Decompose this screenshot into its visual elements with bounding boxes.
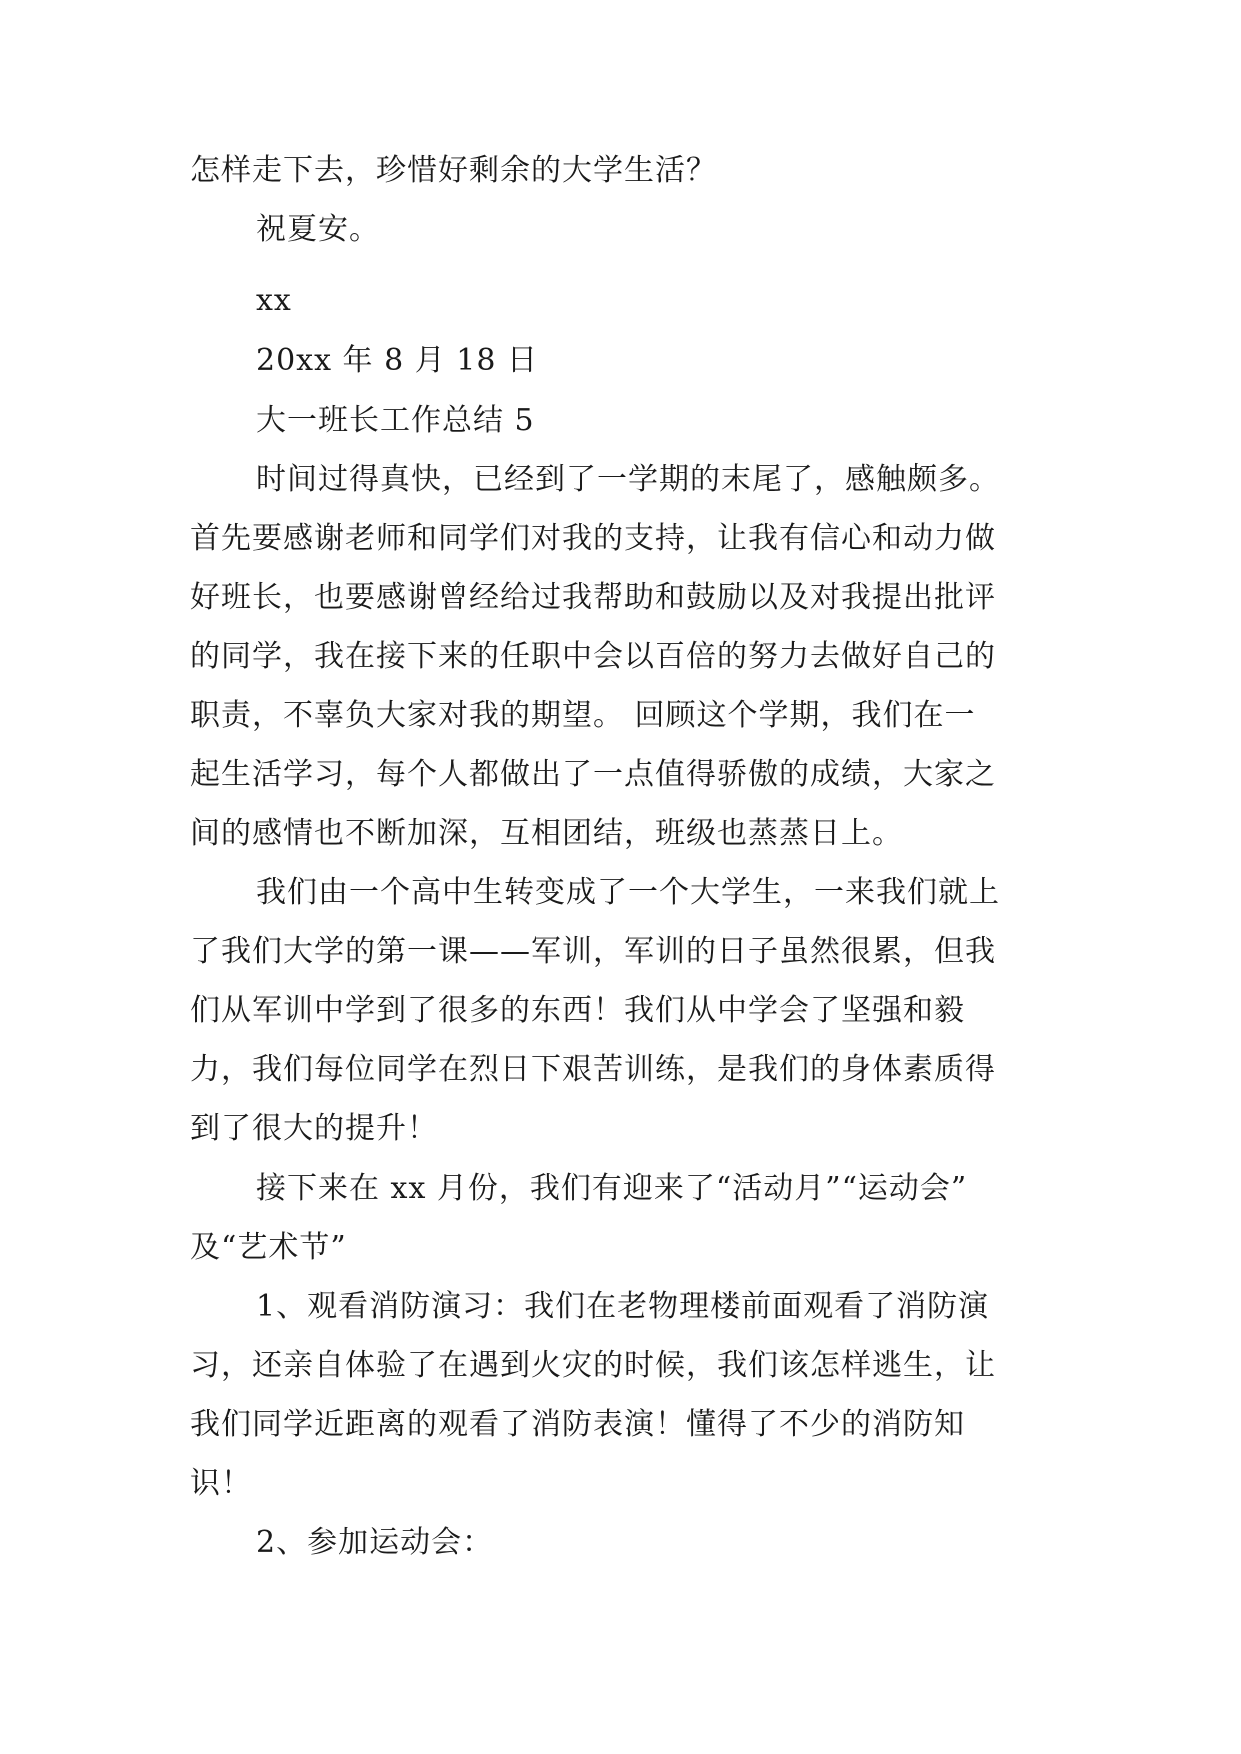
text-line: 的同学，我在接下来的任职中会以百倍的努力去做好自己的 bbox=[190, 639, 996, 674]
text-line: xx bbox=[256, 283, 292, 318]
text-line: 时间过得真快，已经到了一学期的末尾了，感触颇多。 bbox=[256, 462, 1000, 497]
text-line: 了我们大学的第一课——军训，军训的日子虽然很累，但我 bbox=[190, 934, 996, 969]
text-line: 我们由一个高中生转变成了一个大学生，一来我们就上 bbox=[256, 875, 1000, 910]
text-line: 好班长，也要感谢曾经给过我帮助和鼓励以及对我提出批评 bbox=[190, 580, 996, 615]
text-line: 1、观看消防演习：我们在老物理楼前面观看了消防演 bbox=[256, 1289, 990, 1324]
text-line: 力，我们每位同学在烈日下艰苦训练，是我们的身体素质得 bbox=[190, 1052, 996, 1087]
text-line: 祝夏安。 bbox=[256, 212, 380, 247]
text-line: 2、参加运动会： bbox=[256, 1525, 494, 1560]
text-line: 识！ bbox=[190, 1466, 252, 1501]
text-line: 怎样走下去，珍惜好剩余的大学生活？ bbox=[190, 153, 717, 188]
text-line: 间的感情也不断加深，互相团结，班级也蒸蒸日上。 bbox=[190, 816, 903, 851]
text-line: 接下来在 xx 月份，我们有迎来了“活动月”“运动会” bbox=[256, 1171, 968, 1206]
text-line: 到了很大的提升！ bbox=[190, 1111, 438, 1146]
text-line: 大一班长工作总结 5 bbox=[256, 403, 535, 438]
text-line: 起生活学习，每个人都做出了一点值得骄傲的成绩，大家之 bbox=[190, 757, 996, 792]
text-line: 习，还亲自体验了在遇到火灾的时候，我们该怎样逃生，让 bbox=[190, 1348, 996, 1383]
text-line: 职责，不辜负大家对我的期望。 回顾这个学期，我们在一 bbox=[190, 698, 976, 733]
text-line: 及“艺术节” bbox=[190, 1230, 347, 1265]
text-line: 们从军训中学到了很多的东西！我们从中学会了坚强和毅 bbox=[190, 993, 965, 1028]
text-line: 首先要感谢老师和同学们对我的支持，让我有信心和动力做 bbox=[190, 521, 996, 556]
text-line: 我们同学近距离的观看了消防表演！懂得了不少的消防知 bbox=[190, 1407, 965, 1442]
text-line: 20xx 年 8 月 18 日 bbox=[256, 343, 538, 378]
